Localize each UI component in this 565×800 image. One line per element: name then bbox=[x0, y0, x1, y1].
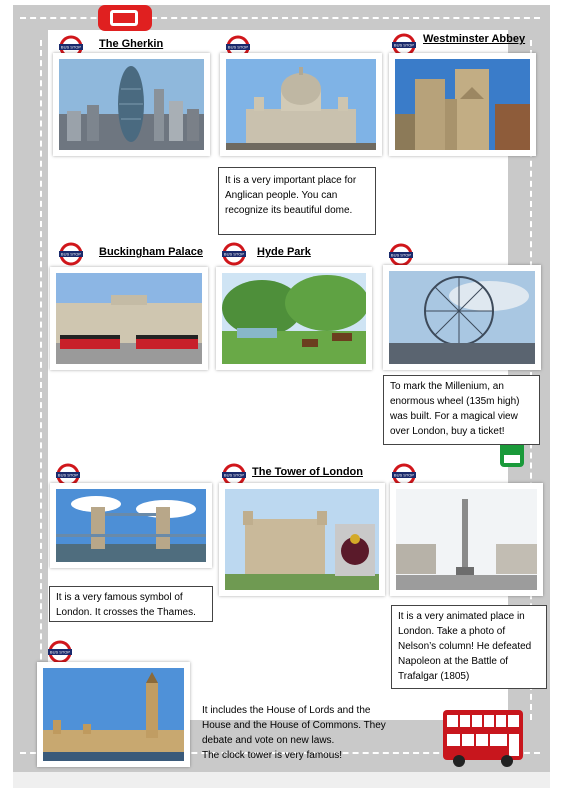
bus-stop-icon bbox=[222, 242, 246, 266]
photo-hyde-park bbox=[216, 267, 372, 370]
bus-stop-text: BUS STOP bbox=[393, 42, 415, 48]
text-line: Napoleon at the Battle of bbox=[398, 656, 509, 667]
bus-stop-text: BUS STOP bbox=[223, 251, 245, 257]
text-line: Anglican people. You can bbox=[225, 190, 338, 201]
text-line: To mark the Millenium, an bbox=[390, 381, 504, 392]
text-st-pauls bbox=[218, 167, 376, 235]
text-tower-bridge bbox=[49, 586, 213, 622]
photo-london-eye bbox=[383, 265, 541, 370]
label-westminster-abbey: Westminster Abbey bbox=[423, 33, 526, 45]
photo-tower-bridge bbox=[50, 483, 212, 568]
photo-buckingham-palace bbox=[50, 267, 208, 370]
photo-westminster-abbey bbox=[389, 53, 536, 156]
text-line: House and the House of Commons. They bbox=[202, 720, 386, 731]
photo-houses-of-parliament bbox=[37, 662, 190, 767]
text-line: It is a very famous symbol of bbox=[56, 592, 183, 603]
bus-stop-icon bbox=[59, 242, 83, 266]
photo-gherkin bbox=[53, 53, 210, 156]
text-line: was built. For a magical view bbox=[390, 411, 518, 422]
page-bottom-strip bbox=[13, 772, 550, 788]
photo-tower-of-london bbox=[219, 483, 385, 596]
red-car-icon bbox=[96, 3, 154, 33]
label-hyde-park: Hyde Park bbox=[257, 246, 311, 258]
text-line: over London, buy a ticket! bbox=[390, 426, 505, 437]
text-london-eye bbox=[383, 375, 540, 445]
text-line: It includes the House of Lords and the bbox=[202, 705, 371, 716]
text-line: Nelson’s column! He defeated bbox=[398, 641, 532, 652]
text-line: Trafalgar (1805) bbox=[398, 671, 470, 682]
text-parliament bbox=[196, 700, 399, 764]
photo-st-pauls bbox=[220, 53, 382, 156]
bus-stop-icon bbox=[48, 640, 72, 664]
text-line: The clock tower is very famous! bbox=[202, 750, 343, 761]
bus-stop-text: BUS STOP bbox=[227, 44, 249, 50]
photo-trafalgar-square bbox=[390, 483, 543, 596]
text-line: It is a very animated place in bbox=[398, 611, 525, 622]
bus-stop-text: BUS STOP bbox=[57, 472, 79, 478]
label-gherkin: The Gherkin bbox=[99, 38, 164, 50]
text-trafalgar bbox=[391, 605, 547, 689]
bus-stop-text: BUS STOP bbox=[60, 251, 82, 257]
label-buckingham-palace: Buckingham Palace bbox=[99, 246, 203, 258]
text-line: London. It crosses the Thames. bbox=[56, 607, 196, 618]
bus-stop-text: BUS STOP bbox=[390, 252, 412, 258]
bus-stop-text: BUS STOP bbox=[49, 649, 71, 655]
bus-stop-text: BUS STOP bbox=[223, 472, 245, 478]
text-line: recognize its beautiful dome. bbox=[225, 205, 353, 216]
bus-stop-icon bbox=[389, 243, 413, 267]
text-line: London. Take a photo of bbox=[398, 626, 506, 637]
text-line: debate and vote on new laws. bbox=[202, 735, 335, 746]
text-line: It is a very important place for bbox=[225, 175, 357, 186]
bus-stop-text: BUS STOP bbox=[393, 472, 415, 478]
bus-stop-text: BUS STOP bbox=[60, 44, 82, 50]
text-line: enormous wheel (135m high) bbox=[390, 396, 520, 407]
lane-marking-left bbox=[40, 40, 42, 740]
double-decker-bus-icon bbox=[441, 708, 525, 768]
label-tower-of-london: The Tower of London bbox=[252, 466, 363, 478]
